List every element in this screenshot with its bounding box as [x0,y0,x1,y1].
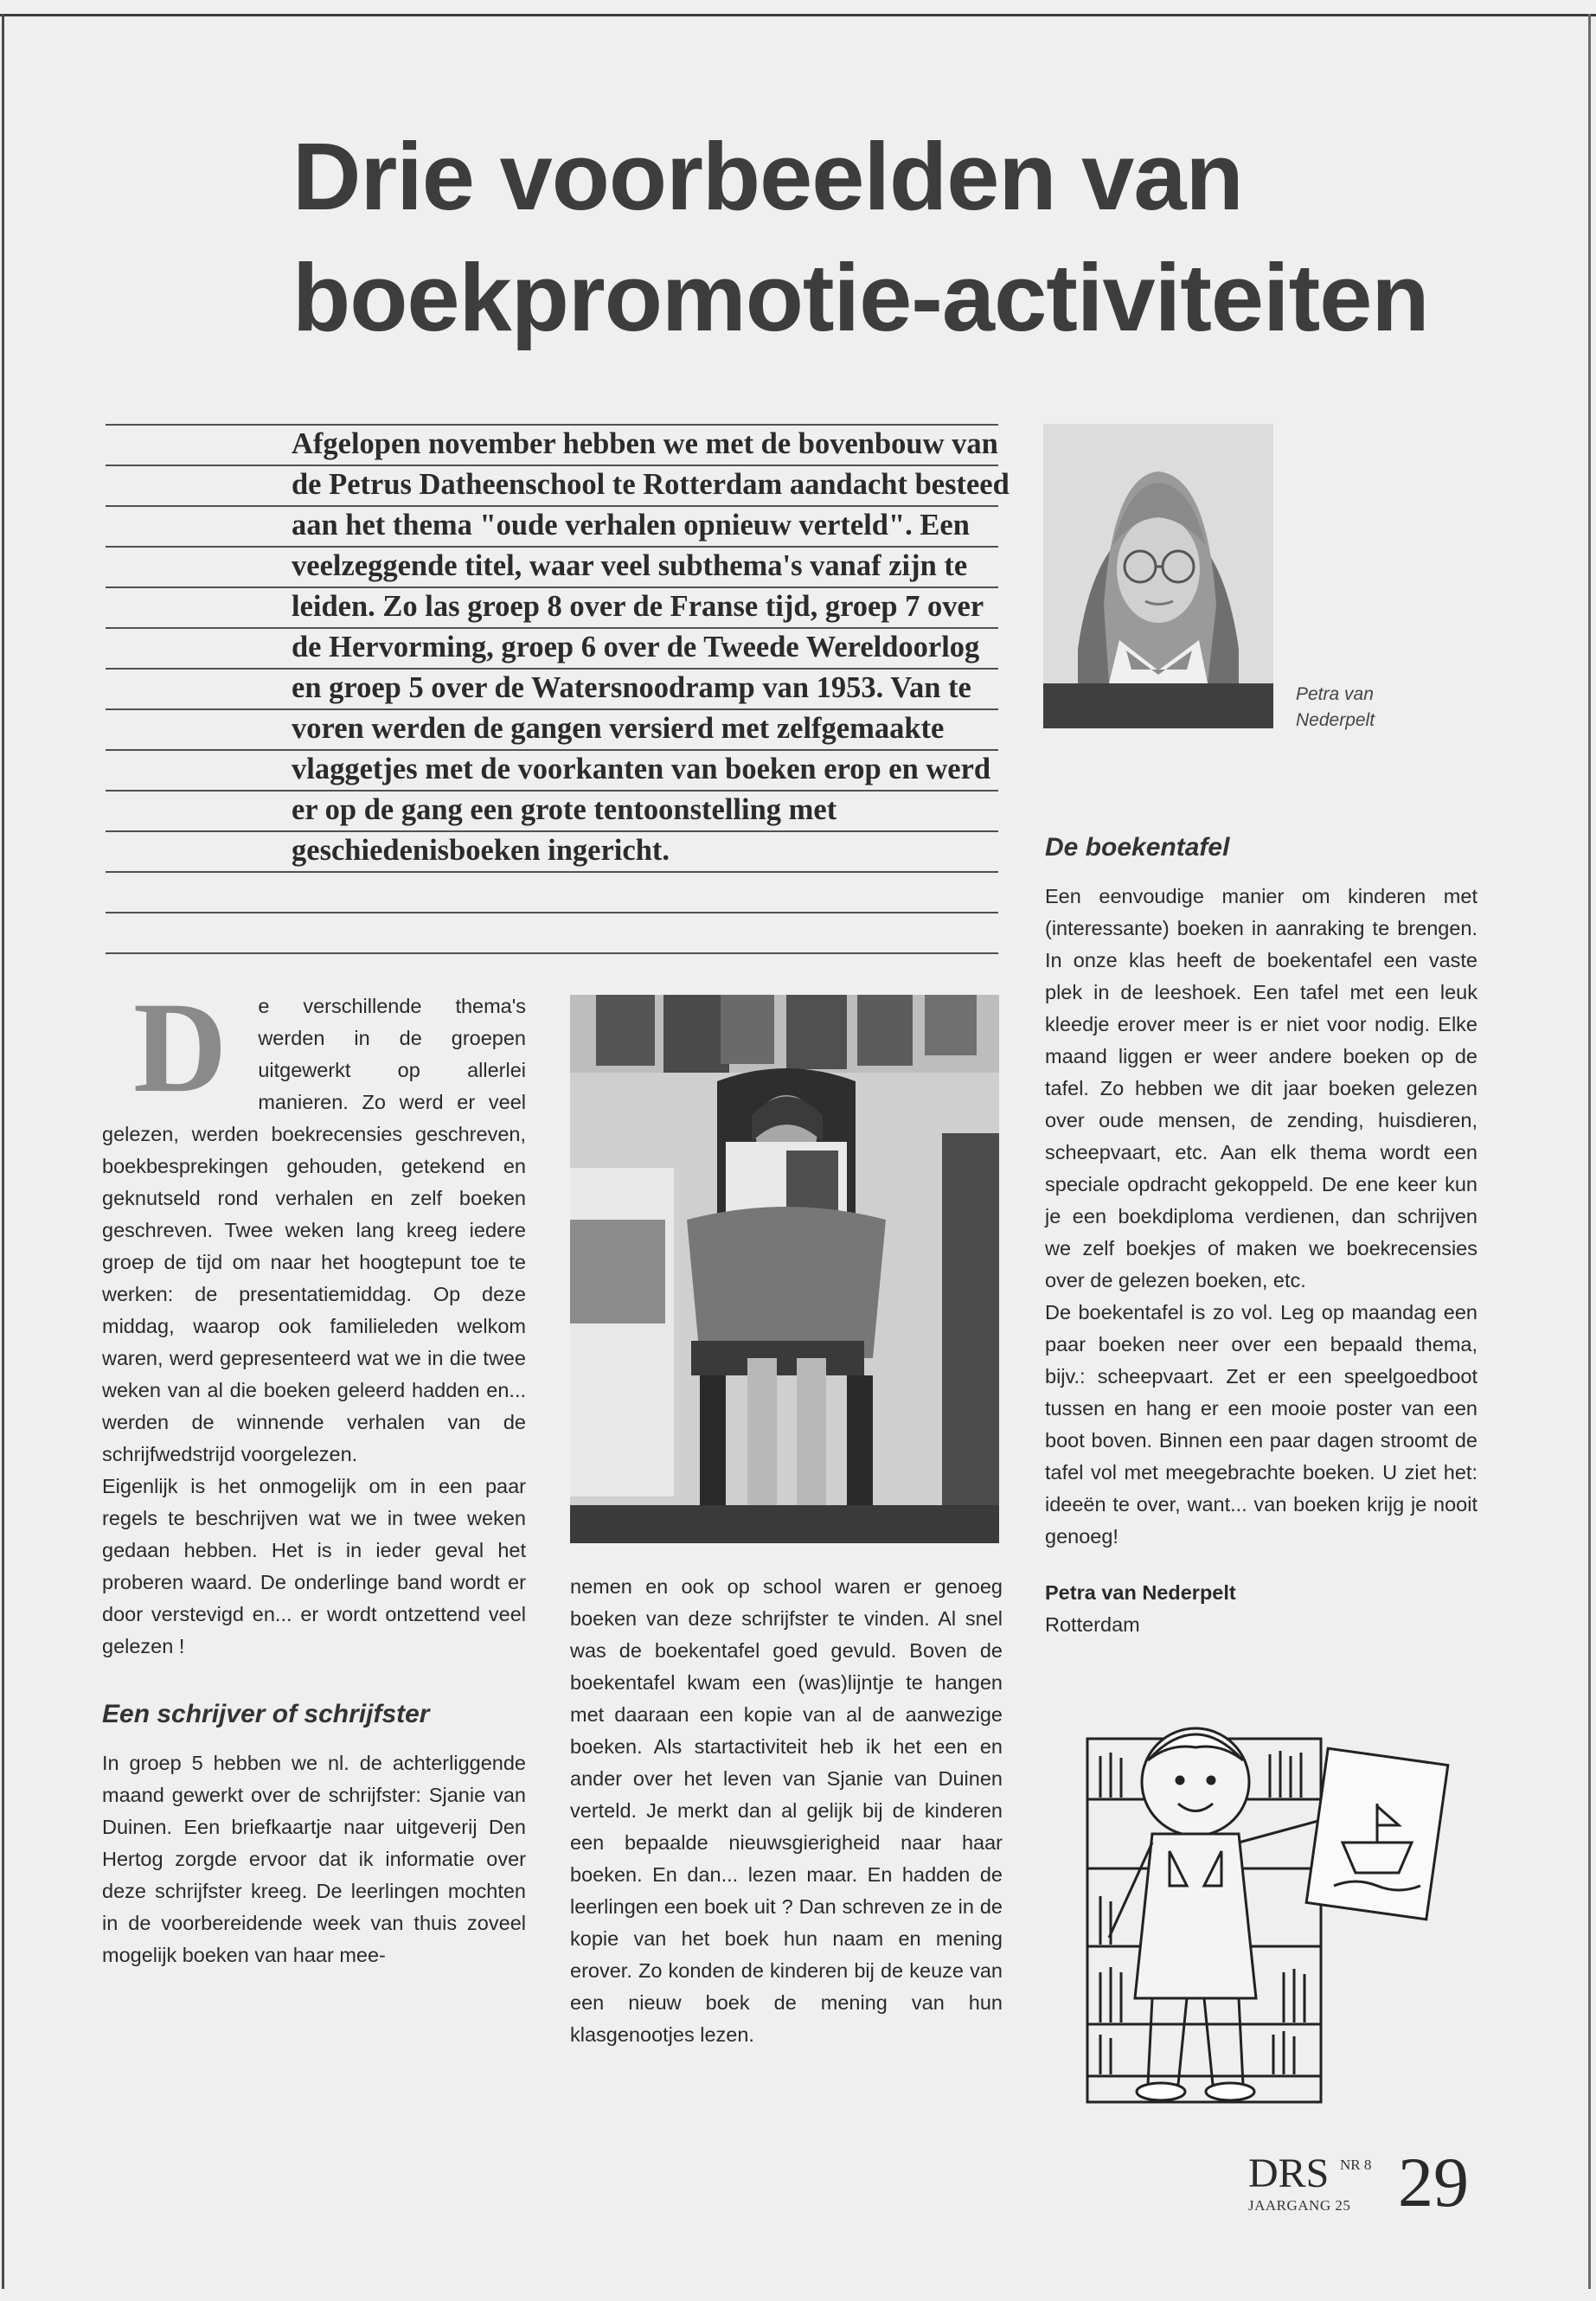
title-line-2: boekpromotie-activiteiten [292,245,1429,351]
boy-bookshelf-illustration [1057,1713,1457,2118]
intro-rule [106,871,998,873]
page-number: 29 [1398,2143,1469,2221]
author-name: Petra van Nederpelt [1045,1581,1236,1604]
column3-paragraph-1: Een eenvoudige manier om kinderen met (interessante) boeken in aanraking te brengen. In onze klas heeft de boekentafel een vaste plek in de leeshoek. Een tafel met een leuk kleedje erover meer is er niet voor nodig. Elke maand liggen er weer andere boeken op de tafel. Zo hebben we dit jaar boeken gelezen over oude mensen, de zending, huisdieren, scheepvaart, etc. Aan elk thema wordt een speciale opdracht gekoppeld. De ene keer kun je een boekdiploma verdienen, dan schrijven we zelf boekjes of maken we boekrecensies over de gelezen boeken, etc. [1045,885,1477,1292]
photo-image [570,995,999,1543]
portrait-image [1043,424,1273,728]
page-border-top [0,14,1596,16]
title-line-1: Drie voorbeelden van [292,124,1243,230]
author-portrait [1043,424,1273,728]
column1-paragraph-1: e verschillende thema's werden in de groepen uitgewerkt op allerlei manieren. Zo werd er veel gelezen, werden boekrecensies geschreven, boekbesprekingen gehouden, getekend en geknutseld rond verhalen en zelf boeken geschreven. Twee weken lang kreeg iedere groep de tijd om naar het hoogtepunt toe te werken: de presentatiemiddag. Op deze middag, waarop ook familieleden welkom waren, werd gepresenteerd wat we in die twee weken van al die boeken geleerd hadden en... werden de winnende verhalen van de schrijfwedstrijd voorgelezen. [102,995,526,1465]
column-2 [570,1571,1003,2051]
author-city: Rotterdam [1045,1613,1140,1636]
column2-paragraph-1: nemen en ook op school waren er genoeg boeken van deze schrijfster te vinden. Al snel was de boekentafel goed gevuld. Boven de boekentafel kwam een (was)lijntje te hangen met daaraan een kopie van al de aanwezige boeken. Als startactiviteit heb ik het een en ander over het leven van Sjanie van Duinen verteld. Je merkt dan al gelijk bij de kinderen een bepaalde nieuwsgierigheid naar haar boeken. En dan... lezen maar. En hadden de leerlingen een boek uit ? Dan schreven ze in de kopie van het boek hun naam en mening erover. Zo konden de kinderen bij de keuze van een nieuw boek de mening van hun klasgenootjes lezen. [570,1575,1003,2046]
page-border-right [1588,14,1591,2289]
magazine-brand: DRS [1248,2150,1330,2196]
page-border-left [2,14,4,2289]
subheading-schrijver: Een schrijver of schrijfster [102,1700,430,1728]
column1-paragraph-2: Eigenlijk is het onmogelijk om in een paar regels te beschrijven wat we in twee weken gedaan hebben. Het is in ieder geval het proberen waard. De onderlinge band wordt er door verstevigd en... er wordt ontzettend veel gelezen ! [102,1475,526,1657]
column1-paragraph-3: In groep 5 hebben we nl. de achterliggende maand gewerkt over de schrijfster: Sjanie van Duinen. Een briefkaartje naar uitgeverij Den Hertog zorgde ervoor dat ik informatie over deze schrijfster kreeg. De leerlingen mochten in de voorbereidende week van thuis zoveel mogelijk boeken van haar mee- [102,1752,526,1966]
intro-text: Afgelopen november hebben we met de bovenbouw van de Petrus Datheenschool te Rotterdam aandacht besteed aan het thema "oude verhalen opnieuw verteld". Een veelzeggende titel, waar veel subthema's vanaf zijn te leiden. Zo las groep 8 over de Franse tijd, groep 7 over de Hervorming, groep 6 over de Tweede Wereldoorlog en groep 5 over de Watersnoodramp van 1953. Van te voren werden de gangen versierd met zelfgemaakte vlaggetjes met de voorkanten van boeken erop en werd er op de gang een grote tentoonstelling met geschiedenisboeken ingericht. [292,427,1010,867]
column-3 [1045,830,1477,1641]
intro-rule [106,952,998,954]
column-1 [102,976,526,1971]
illustration-image [1057,1713,1457,2118]
drop-cap: D [133,976,228,1119]
intro-rule [106,912,998,913]
volume-label: JAARGANG 25 [1248,2197,1351,2214]
issue-number: NR 8 [1340,2157,1372,2173]
column3-paragraph-2: De boekentafel is zo vol. Leg op maandag een paar boeken neer over een bepaald thema, bijv.: scheepvaart. Zet er een speelgoedboot tussen en hang er een mooie poster van een boot boven. Binnen een paar dagen stroomt de tafel vol met meegebrachte boeken. U ziet het: ideeën te over, want... van boeken krijg je nooit genoeg! [1045,1301,1477,1548]
subheading-boekentafel: De boekentafel [1045,833,1230,862]
portrait-caption: Petra van Nederpelt [1296,684,1375,730]
article-title [292,117,1521,359]
reading-girl-photo [570,995,999,1543]
